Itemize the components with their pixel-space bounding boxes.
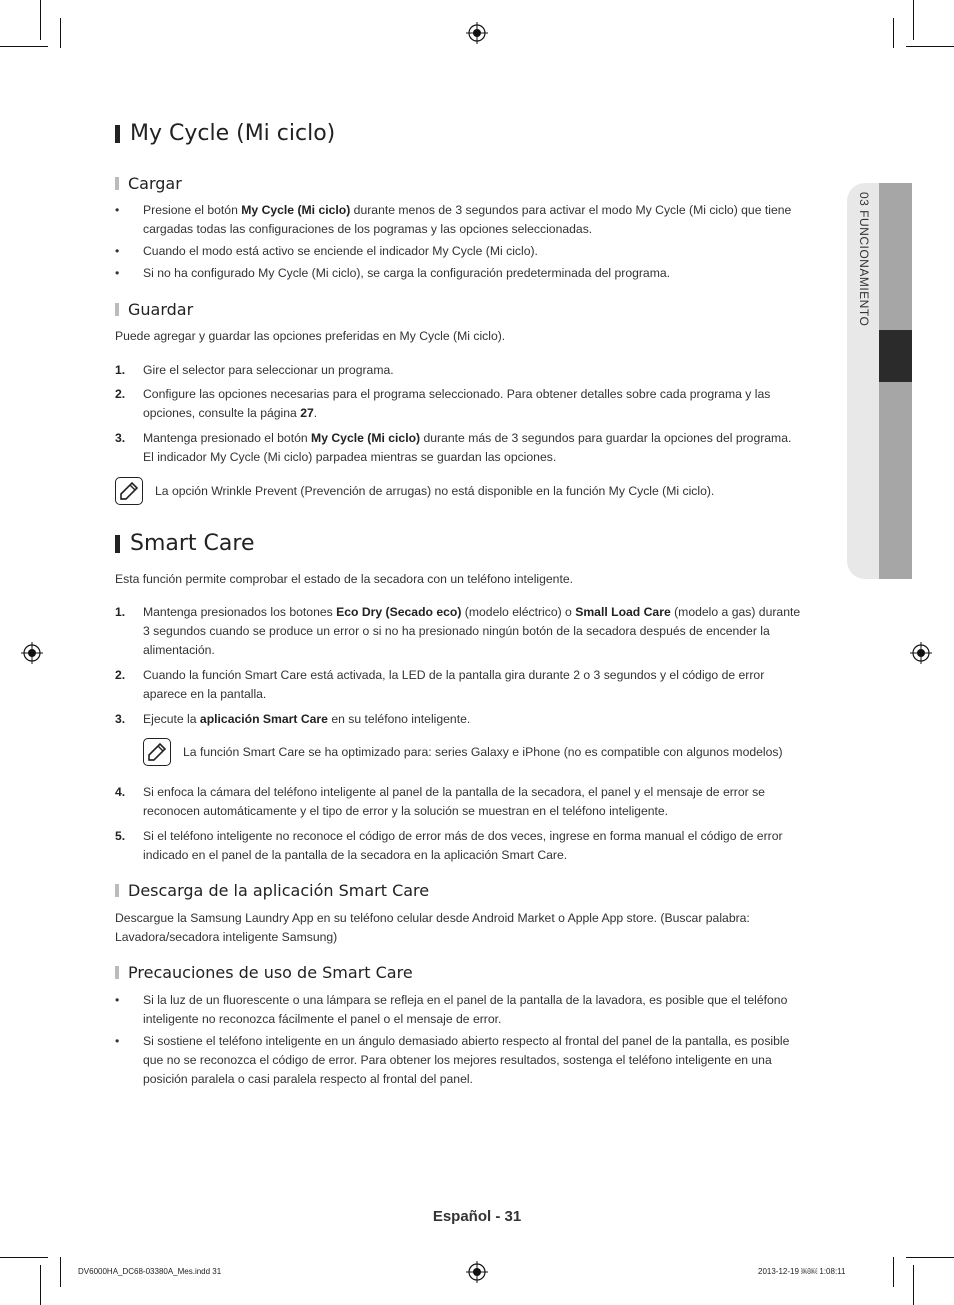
text-run: Mantenga presionados los botones [143, 605, 337, 619]
list-item [115, 710, 805, 729]
text-run: . [313, 406, 318, 420]
list-item [115, 603, 805, 660]
bullet: • [115, 993, 120, 1007]
step-number: 1. [115, 363, 126, 377]
crop-mark [40, 1265, 41, 1305]
registration-mark-icon [21, 642, 43, 664]
list-item [115, 242, 805, 261]
step-number: 5. [115, 829, 126, 843]
slug-timestamp: 2013-12-19 ￼￼ 1:08:11 [758, 1267, 846, 1276]
step-number: 1. [115, 605, 126, 619]
bold-run: My Cycle (Mi ciclo) [241, 203, 351, 217]
list-item [115, 827, 805, 865]
step-number: 3. [115, 712, 126, 726]
text-run: en su teléfono inteligente. [327, 712, 471, 726]
text-run: Presione el botón [143, 203, 242, 217]
bold-run: Eco Dry (Secado eco) [336, 605, 462, 619]
heading-text: My Cycle (Mi ciclo) [130, 121, 336, 146]
heading-bar [115, 535, 120, 553]
list-item-text: Cuando la función Smart Care está activada, la LED de la pantalla gira durante 2 o 3 segundos y el código de error aparece en la pantalla. [143, 668, 765, 701]
bullet: • [115, 244, 120, 258]
text-run: Configure las opciones necesarias para el programa seleccionado. Para obtener detalles sobre cada programa y las opciones, consulte la página [143, 387, 771, 420]
paragraph: Descargue la Samsung Laundry App en su teléfono celular desde Android Market o Apple App store. (Buscar palabra: Lavadora/secadora inteligente Samsung) [115, 911, 750, 944]
subsection-title-descarga [115, 881, 429, 900]
list-item-text: Si enfoca la cámara del teléfono inteligente al panel de la pantalla de la secadora, el panel y el mensaje de error se reconocen automáticamente y el tipo de error y la solución se muestran en el teléfono inteligente. [143, 785, 765, 818]
list-item-text: Si no ha configurado My Cycle (Mi ciclo), se carga la configuración predeterminada del programa. [143, 266, 671, 280]
registration-mark-icon [910, 642, 932, 664]
crop-mark [906, 46, 954, 47]
heading-bar [115, 177, 119, 190]
slug-file-info: DV6000HA_DC68-03380A_Mes.indd 31 [78, 1267, 222, 1276]
bold-run: 27 [300, 406, 314, 420]
text-run: (modelo eléctrico) o [461, 605, 576, 619]
heading-text: Descarga de la aplicación Smart Care [128, 881, 430, 900]
step-number: 2. [115, 387, 126, 401]
page-number: Español - 31 [432, 1208, 522, 1225]
list-item [115, 385, 805, 423]
crop-mark [906, 1257, 954, 1258]
paragraph: Esta función permite comprobar el estado de la secadora con un teléfono inteligente. [115, 572, 573, 586]
list-item [115, 201, 805, 239]
list-item-text: Si el teléfono inteligente no reconoce el código de error más de dos veces, ingrese en forma manual el código de error indicado en el panel de la pantalla de la secadora en la aplicación Smart Care. [143, 829, 783, 862]
heading-bar [115, 966, 119, 979]
note [115, 477, 714, 505]
step-number: 4. [115, 785, 126, 799]
list-item [115, 991, 805, 1029]
list-item [115, 783, 805, 821]
section-title-smartcare [115, 531, 254, 556]
text-run: (modelo a gas) durante 3 segundos cuando se produce un error o si no ha presionado ningún botón de la secadora después de encender la alimentación. [143, 605, 801, 657]
list-item [115, 361, 805, 380]
crop-mark [893, 1257, 894, 1287]
step-number: 2. [115, 668, 126, 682]
list-item-text: Si la luz de un fluorescente o una lámpara se refleja en el panel de la pantalla de la lavadora, es posible que el teléfono inteligente no reconozca fácilmente el panel o el mensaje de error. [143, 993, 788, 1026]
crop-mark [893, 18, 894, 48]
paragraph: Puede agregar y guardar las opciones preferidas en My Cycle (Mi ciclo). [115, 329, 506, 343]
note-pencil-icon [143, 738, 171, 766]
bold-run: aplicación Smart Care [199, 712, 328, 726]
registration-mark-icon [466, 22, 488, 44]
heading-text: Guardar [128, 300, 194, 319]
bold-run: My Cycle (Mi ciclo) [311, 431, 421, 445]
heading-bar [115, 125, 120, 143]
heading-text: Cargar [128, 174, 182, 193]
crop-mark [60, 18, 61, 48]
text-run: durante menos de 3 segundos para activar el modo My Cycle (Mi ciclo) que tiene cargadas todas las configuraciones de los pogramas y las opciones seleccionadas. [143, 203, 792, 236]
side-tab-label: 03 FUNCIONAMIENTO [857, 192, 871, 327]
bold-run: Small Load Care [575, 605, 671, 619]
step-number: 3. [115, 431, 126, 445]
crop-mark [40, 0, 41, 40]
side-tab-marker [879, 330, 912, 382]
list-item [115, 1032, 805, 1089]
note-text: La función Smart Care se ha optimizado para: series Galaxy e iPhone (no es compatible con algunos modelos) [183, 745, 783, 759]
text-run: Ejecute la [143, 712, 200, 726]
crop-mark [913, 0, 914, 40]
text-run: durante más de 3 segundos para guardar la opciones del programa. El indicador My Cycle (Mi ciclo) parpadea mientras se guardan las opciones. [143, 431, 792, 464]
note-pencil-icon [115, 477, 143, 505]
heading-bar [115, 303, 119, 316]
heading-text: Precauciones de uso de Smart Care [128, 963, 413, 982]
list-item [115, 264, 805, 283]
list-item-text: Si sostiene el teléfono inteligente en un ángulo demasiado abierto respecto al frontal del panel de la pantalla, es posible que no se reconozca el código de error. Para obtener los mejores resultados, sostenga el teléfono inteligente en una posición paralela o casi paralela respecto al frontal del panel. [143, 1034, 790, 1086]
list-item-text: Gire el selector para seleccionar un programa. [143, 363, 394, 377]
crop-mark [0, 46, 48, 47]
heading-text: Smart Care [130, 531, 255, 556]
subsection-title-cargar [115, 174, 182, 193]
heading-bar [115, 884, 119, 897]
note [143, 738, 783, 766]
note-text: La opción Wrinkle Prevent (Prevención de arrugas) no está disponible en la función My Cycle (Mi ciclo). [155, 484, 715, 498]
bullet: • [115, 266, 120, 280]
text-run: Mantenga presionado el botón [143, 431, 312, 445]
bullet: • [115, 203, 120, 217]
list-item [115, 666, 805, 704]
subsection-title-guardar [115, 300, 193, 319]
section-title-mycycle [115, 121, 335, 146]
registration-mark-icon [466, 1261, 488, 1283]
crop-mark [913, 1265, 914, 1305]
list-item [115, 429, 805, 467]
crop-mark [60, 1257, 61, 1287]
crop-mark [0, 1257, 48, 1258]
list-item-text: Cuando el modo está activo se enciende el indicador My Cycle (Mi ciclo). [143, 244, 538, 258]
bullet: • [115, 1034, 120, 1048]
subsection-title-precauciones [115, 963, 413, 982]
